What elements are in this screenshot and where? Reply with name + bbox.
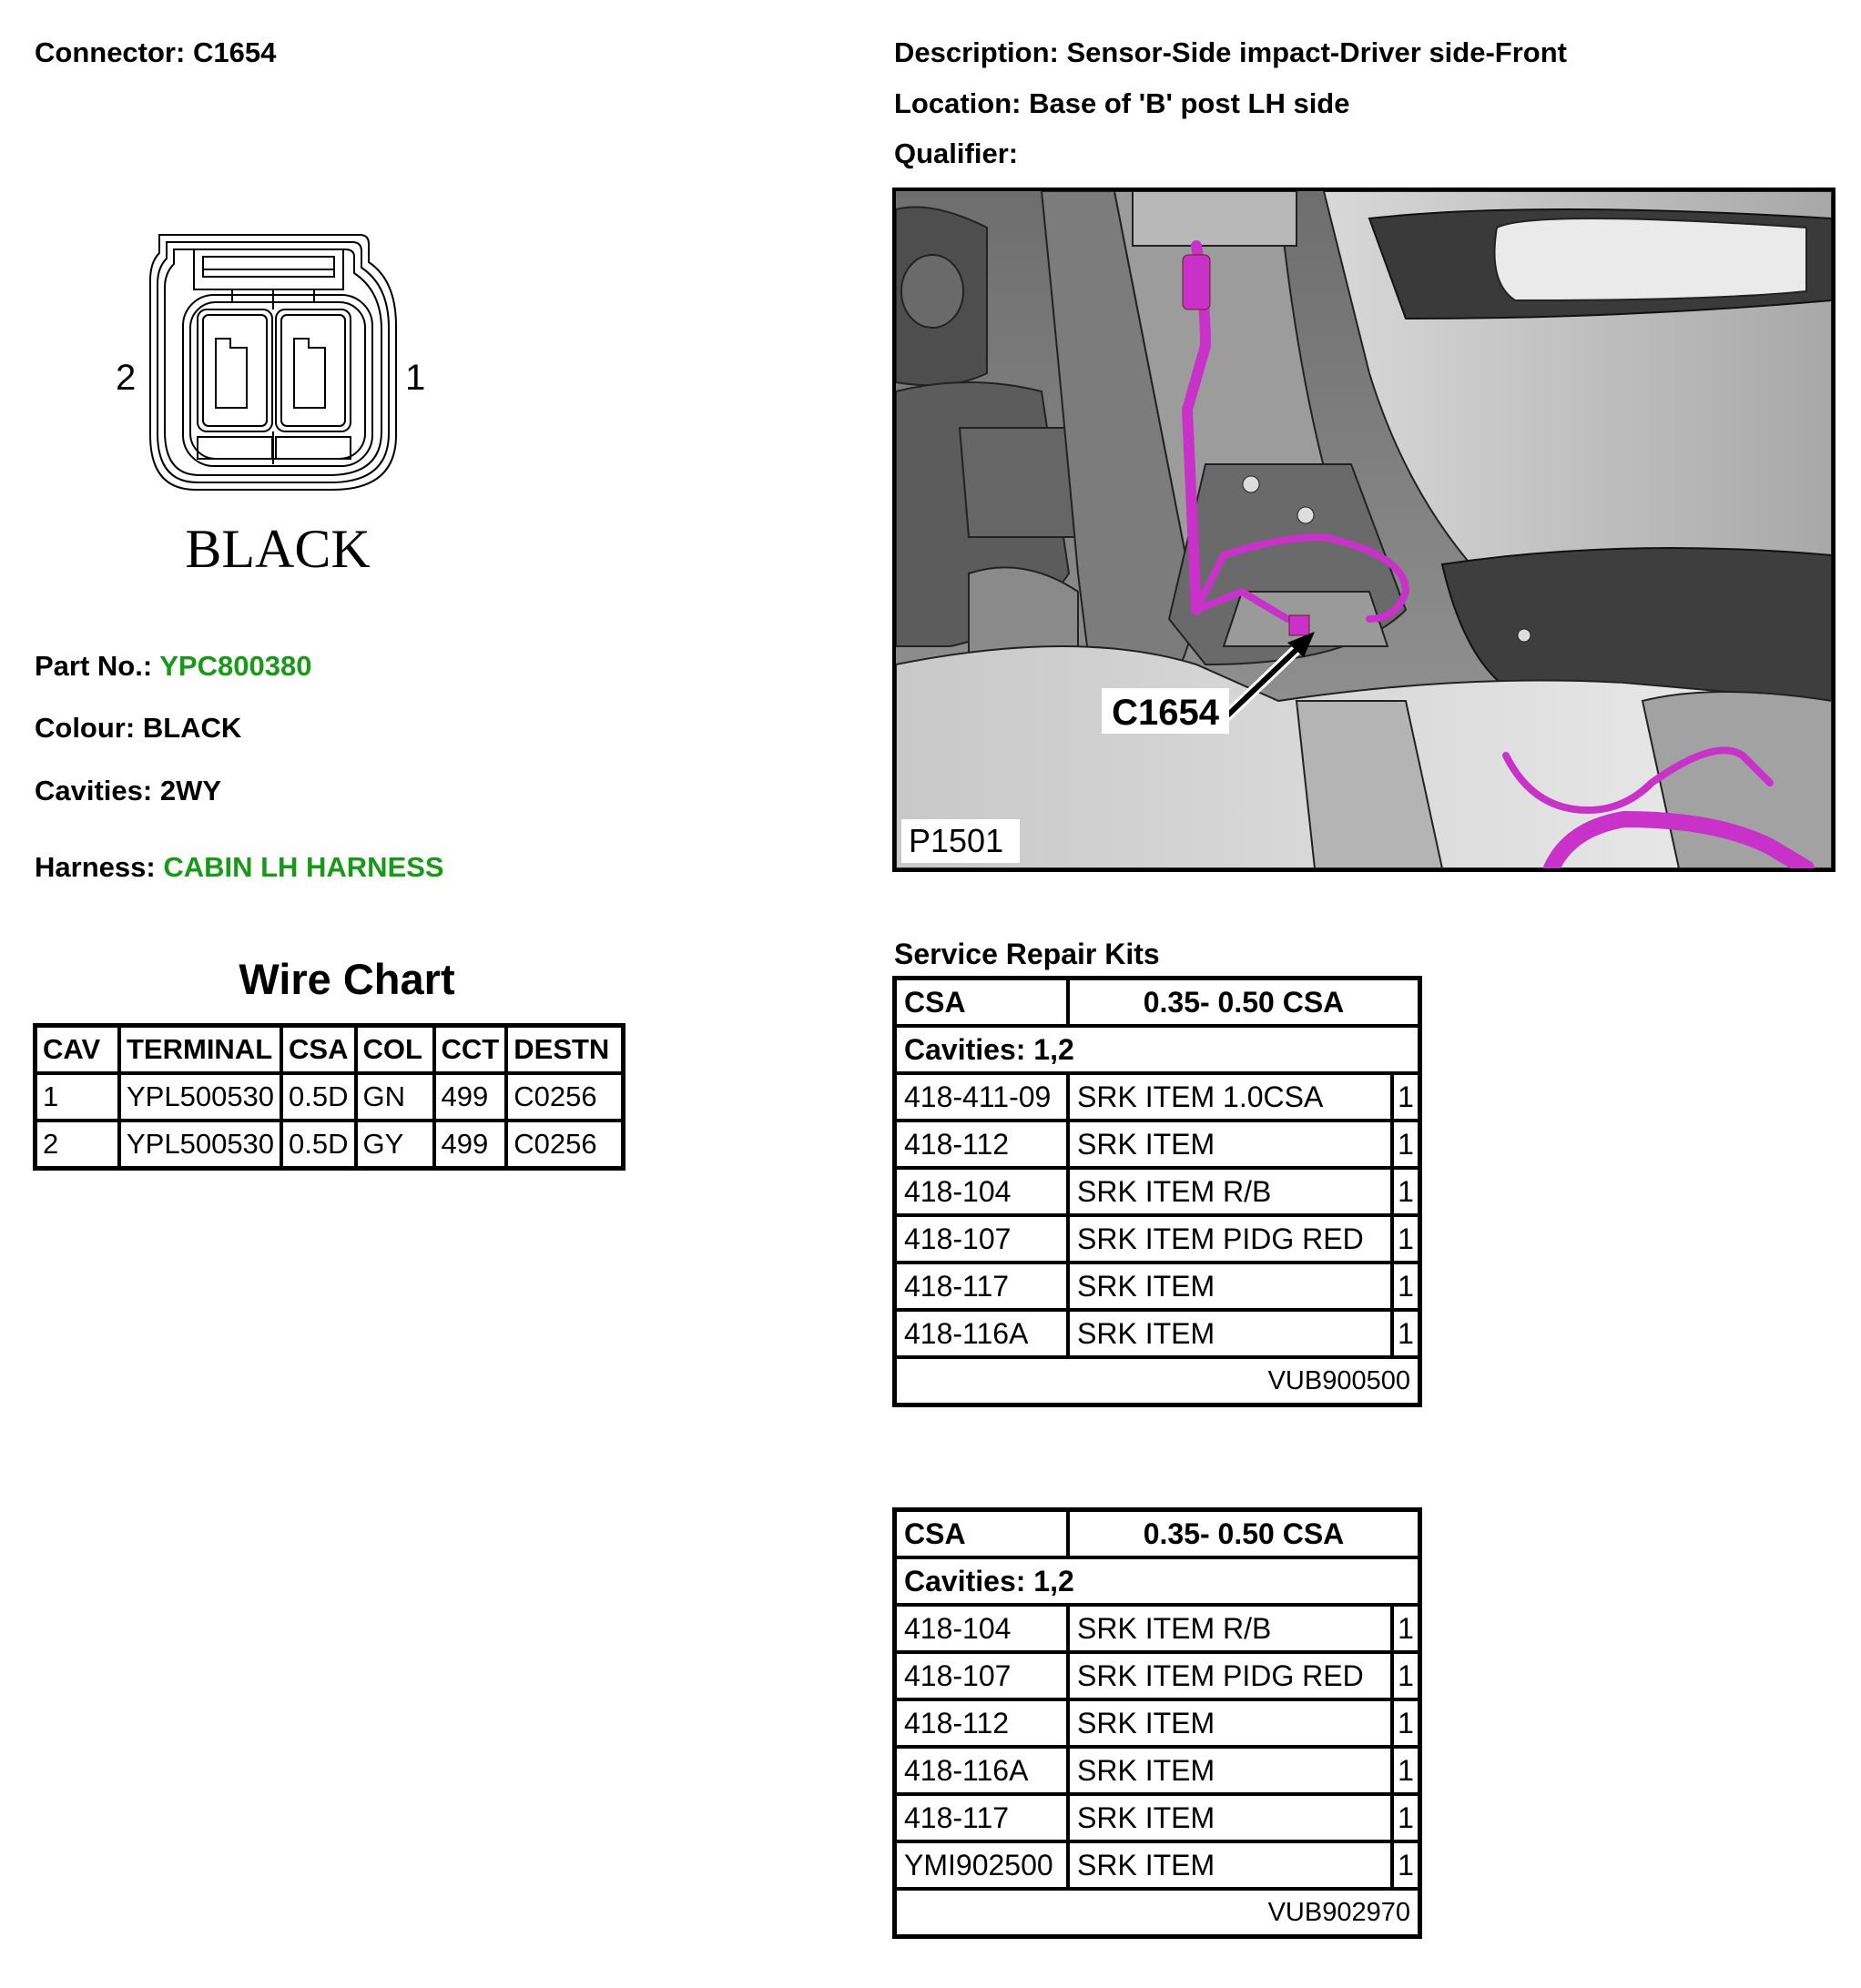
location-line: Location: Base of 'B' post LH side: [894, 87, 1350, 119]
table-row: 418-116A SRK ITEM 1: [895, 1747, 1420, 1794]
connector-face-diagram: [96, 226, 442, 590]
colour-line: Colour: BLACK: [35, 712, 242, 744]
qualifier-line: Qualifier:: [894, 137, 1019, 169]
table-row: YMI902500 SRK ITEM 1: [895, 1841, 1420, 1889]
table-row: 418-104 SRK ITEM R/B 1: [895, 1605, 1420, 1652]
kit-cavities-row: Cavities: 1,2: [895, 1557, 1420, 1605]
table-row: 418-411-09 SRK ITEM 1.0CSA 1: [895, 1073, 1420, 1121]
table-row: 418-117 SRK ITEM 1: [895, 1263, 1420, 1310]
table-row: 418-117 SRK ITEM 1: [895, 1794, 1420, 1841]
pin-1-label: 1: [405, 358, 426, 398]
repair-kit-table-2: [892, 1507, 1422, 1939]
kit-csa-row: CSA 0.35- 0.50 CSA: [895, 979, 1420, 1027]
table-row: 2 YPL500530 0.5D GY 499 C0256: [36, 1121, 624, 1169]
photo-callout-label: C1654: [1112, 693, 1219, 733]
connector-location-photo: [892, 188, 1836, 872]
part-number-value: YPC800380: [159, 650, 312, 682]
wire-chart-title: Wire Chart: [239, 955, 455, 1003]
part-number-line: Part No.: YPC800380: [35, 650, 312, 682]
connector-colour-label: BLACK: [185, 519, 371, 579]
table-row: 418-107 SRK ITEM PIDG RED 1: [895, 1652, 1420, 1699]
kit-csa-row: CSA 0.35- 0.50 CSA: [895, 1510, 1420, 1558]
table-row: 418-112 SRK ITEM 1: [895, 1121, 1420, 1168]
connector-heading: Connector: C1654: [35, 36, 277, 68]
table-row: 418-112 SRK ITEM 1: [895, 1699, 1420, 1747]
header-cct: CCT: [434, 1026, 507, 1074]
wire-chart-header-row: [36, 1026, 624, 1074]
table-row: 418-116A SRK ITEM 1: [895, 1310, 1420, 1357]
repair-kit-table-1: [892, 976, 1422, 1407]
wire-chart-table: [33, 1023, 625, 1171]
cavities-line: Cavities: 2WY: [35, 775, 222, 806]
photo-reference-label: P1501: [909, 822, 1004, 859]
header-cav: CAV: [36, 1026, 120, 1074]
harness-value: CABIN LH HARNESS: [163, 851, 444, 883]
table-row: 418-104 SRK ITEM R/B 1: [895, 1168, 1420, 1215]
header-csa: CSA: [281, 1026, 355, 1074]
description-line: Description: Sensor-Side impact-Driver side-Front: [894, 36, 1567, 68]
kit-cavities-row: Cavities: 1,2: [895, 1026, 1420, 1073]
table-row: 418-107 SRK ITEM PIDG RED 1: [895, 1215, 1420, 1263]
table-row: 1 YPL500530 0.5D GN 499 C0256: [36, 1073, 624, 1121]
service-repair-kits-title: Service Repair Kits: [894, 938, 1160, 970]
harness-line: Harness: CABIN LH HARNESS: [35, 851, 444, 883]
kit-code-row: VUB902970: [895, 1889, 1420, 1937]
header-destn: DESTN: [506, 1026, 624, 1074]
kit-code-row: VUB900500: [895, 1357, 1420, 1405]
pin-2-label: 2: [116, 358, 137, 398]
header-terminal: TERMINAL: [119, 1026, 281, 1074]
header-col: COL: [356, 1026, 434, 1074]
